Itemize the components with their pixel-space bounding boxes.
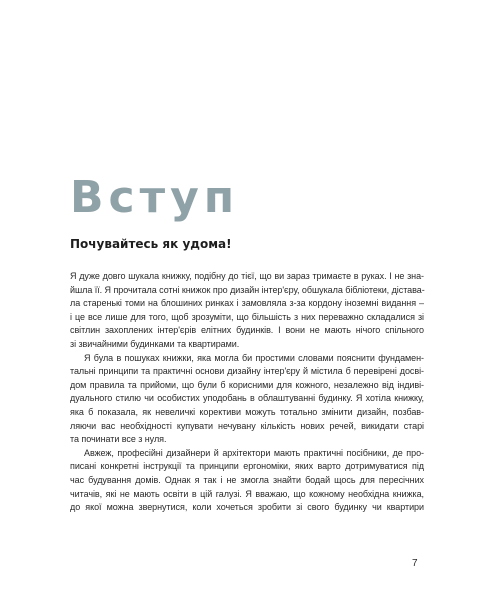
text-line: зі звичайними будинками та квартирами. <box>70 338 240 349</box>
text-line: час будування домів. Однак я так і не змогла знайти бодай щось для пересічних <box>70 474 424 485</box>
page-number: 7 <box>412 558 418 569</box>
text-line: Я дуже довго шукала книжку, подібну до тієї, що ви зараз тримаєте в руках. І не зна- <box>70 271 424 281</box>
text-line: йшла її. Я прочитала сотні книжок про дизайн інтер'єру, обшукала бібліотеки, дістава- <box>70 284 425 295</box>
text-line: світлин захоплених інтер'єрів елітних будинків. І вони не мають нічого спільного <box>70 325 424 336</box>
text-line: та починати все з нуля. <box>70 434 167 445</box>
text-line: Я була в пошуках книжки, яка могла би простими словами пояснити фундамен- <box>84 352 424 363</box>
text-line: писані конкретні інструкції та принципи ергономіки, яких варто дотримуватися під <box>70 461 424 472</box>
paragraph <box>70 270 424 352</box>
text-line: дом правила та прийоми, що були б корисними для кожного, незалежно від індиві- <box>70 379 424 390</box>
text-line: читачів, які не мають освіти в цій галузі. Я вважаю, що кожному необхідна книжка, <box>70 488 424 499</box>
text-line: ла старенькі томи на блошиних ринках і замовляла з-за кордону іноземні видання – <box>70 298 424 309</box>
text-line: ляючи вас необхідності купувати нечувану кількість нових речей, викидати старі <box>70 420 424 431</box>
text-line: до якої можна звернутися, коли хочеться зробити зі свого будинку чи квартири <box>70 502 424 513</box>
text-line: яка б показала, як невеличкі корективи можуть тотально змінити дизайн, позбав- <box>70 406 424 417</box>
chapter-title: Вступ <box>70 172 240 223</box>
text-line: тальні принципи та практичні основи дизайну інтер'єру й містила б перевірені досвi- <box>70 366 424 377</box>
text-line: дуального стилю чи особистих уподобань в облаштуванні будинку. Я хотіла книжку, <box>70 393 424 404</box>
paragraph <box>70 352 424 447</box>
text-line: і це все лише для того, щоб зрозуміти, що більшість з них переважно складалися зі <box>70 311 424 322</box>
body-text <box>70 270 424 515</box>
section-subtitle: Почувайтесь як удома! <box>70 237 232 251</box>
paragraph <box>70 447 424 515</box>
text-line: Авжеж, професійні дизайнери й архітектори мають практичні посібники, де про- <box>84 447 424 458</box>
